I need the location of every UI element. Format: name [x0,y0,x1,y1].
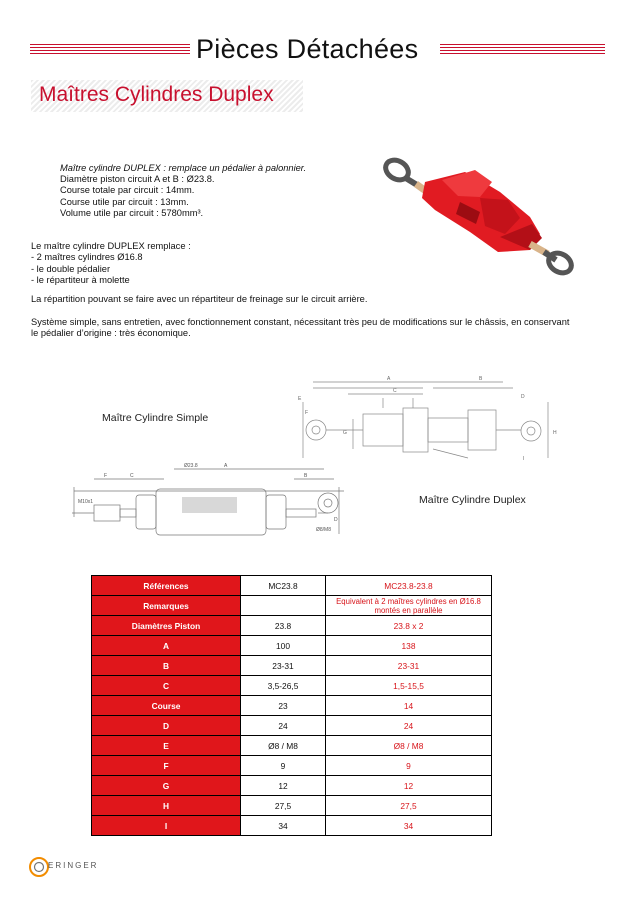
duplex-cylinder-photo [380,152,575,282]
table-row [92,596,492,616]
repartition-line: La répartition pouvant se faire avec un répartiteur de freinage sur le circuit arrière. [31,294,368,304]
drawing-dim-i: I [523,456,525,462]
mc-duplex-value: 12 [326,776,492,796]
table-row [92,736,492,756]
row-label: B [92,656,241,676]
mc-simple-value: 9 [241,756,326,776]
simple-cylinder-drawing [283,374,558,464]
intro-text [60,163,306,219]
table-row [92,636,492,656]
row-label: G [92,776,241,796]
drawing-dim-a: A [387,376,391,382]
row-label: E [92,736,241,756]
repartition-text [31,294,367,305]
logo-wordmark: ERINGER [48,861,99,870]
drawing-dim-c: C [393,388,397,394]
mc-simple-value: 23.8 [241,616,326,636]
row-label: C [92,676,241,696]
simple-cylinder-label: Maître Cylindre Simple [102,412,209,424]
drawing-dim-b: B [479,376,483,382]
mc-duplex-value: 1,5-15,5 [326,676,492,696]
duplex-dim-f: F [104,473,108,479]
replace-line: Le maître cylindre DUPLEX remplace : [31,241,191,251]
mc-simple-value [241,596,326,616]
intro-line: Course utile par circuit : 13mm. [60,196,189,207]
row-label: D [92,716,241,736]
table-row [92,696,492,716]
mc-simple-value: MC23.8 [241,576,326,596]
replace-line: - le répartiteur à molette [31,274,130,285]
mc-duplex-value: 23-31 [326,656,492,676]
row-label: Course [92,696,241,716]
mc-duplex-value-line: montés en parallèle [374,605,443,615]
system-line: le pédalier d’origine : très économique. [31,328,191,339]
row-label: H [92,796,241,816]
replace-list [31,241,191,286]
duplex-cylinder-drawing [64,459,354,541]
mc-duplex-value-line: Equivalent à 2 maîtres cylindres en Ø16.8 [336,596,481,606]
mc-duplex-value: Ø8 / M8 [326,736,492,756]
mc-simple-value: 24 [241,716,326,736]
mc-duplex-value: 23.8 x 2 [326,616,492,636]
drawing-dim-h: H [553,430,557,436]
intro-line: Course totale par circuit : 14mm. [60,185,195,196]
row-label: Références [92,576,241,596]
mc-duplex-value: 34 [326,816,492,836]
duplex-dim-b: B [304,473,308,479]
mc-simple-value: 27,5 [241,796,326,816]
row-label: Diamètres Piston [92,616,241,636]
table-row [92,616,492,636]
header-rule-right [440,44,605,58]
mc-duplex-value: 24 [326,716,492,736]
row-label: I [92,816,241,836]
mc-duplex-value: 27,5 [326,796,492,816]
table-row [92,576,492,596]
section-title-text: Maîtres Cylindres Duplex [39,83,274,106]
system-text [31,317,569,340]
mc-simple-value: 3,5-26,5 [241,676,326,696]
mc-simple-value: 23-31 [241,656,326,676]
spec-table [91,575,492,836]
table-row [92,756,492,776]
intro-line: Diamètre piston circuit A et B : Ø23.8. [60,174,215,185]
header-rule-left [30,44,190,58]
table-row [92,716,492,736]
replace-line: - le double pédalier [31,263,111,274]
duplex-dim-bore: Ø23.8 [184,463,198,469]
drawing-dim-f: F [305,410,309,416]
mc-duplex-value [326,596,492,616]
duplex-dim-a: A [224,463,228,469]
system-line: Système simple, sans entretien, avec fonctionnement constant, nécessitant très peu de modifications sur le châssis, en conservant [31,317,570,327]
mc-simple-value: Ø8 / M8 [241,736,326,756]
mc-simple-value: 23 [241,696,326,716]
table-row [92,676,492,696]
row-label: Remarques [92,596,241,616]
table-row [92,816,492,836]
mc-duplex-value: 138 [326,636,492,656]
row-label: F [92,756,241,776]
mc-simple-value: 34 [241,816,326,836]
duplex-dim-eye: Ø8/M8 [316,527,332,533]
table-row [92,656,492,676]
mc-duplex-value: MC23.8-23.8 [326,576,492,596]
duplex-dim-c: C [130,473,134,479]
intro-line: Volume utile par circuit : 5780mm³. [60,207,204,218]
table-row [92,796,492,816]
intro-line: Maître cylindre DUPLEX : remplace un pédalier à palonnier. [60,163,307,173]
mc-simple-value: 12 [241,776,326,796]
page-title: Pièces Détachées [196,34,419,64]
row-label: A [92,636,241,656]
duplex-dim-thread: M10x1 [78,499,94,505]
section-title [31,80,303,112]
drawing-dim-e: E [298,396,302,402]
drawing-dim-d: D [521,394,525,400]
mc-duplex-value: 9 [326,756,492,776]
drawing-dim-g: G [343,430,347,436]
mc-simple-value: 100 [241,636,326,656]
replace-line: - 2 maîtres cylindres Ø16.8 [31,252,143,263]
duplex-dim-d: D [334,517,338,523]
table-row [92,776,492,796]
logo-mark [28,856,50,878]
mc-duplex-value: 14 [326,696,492,716]
duplex-cylinder-label: Maître Cylindre Duplex [419,494,526,506]
